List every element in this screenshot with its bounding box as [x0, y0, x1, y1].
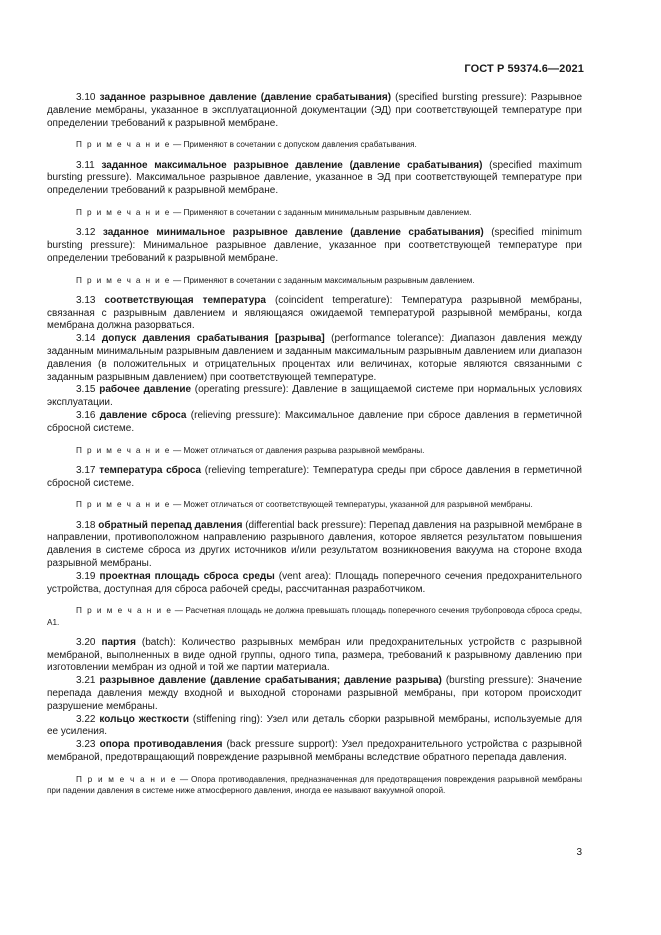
note: П р и м е ч а н и е — Применяют в сочетании с допуском давления срабатывания.	[76, 140, 417, 150]
term-entry: 3.17 температура сброса (relieving temperature): Температура среды при сбросе давления в герметичной сбросной системе.	[47, 464, 582, 489]
term-entry: 3.19 проектная площадь сброса среды (vent area): Площадь поперечного сечения предохранительного устройства, доступная для сброса рабочей среды, рассчитанная разработчиком.	[47, 570, 582, 595]
term-entry: 3.20 партия (batch): Количество разрывных мембран или предохранительных устройств с разрывной мембраной, выполненных в виде одной группы, одного типа, размера, требований к разрывному давлению при изготовлении мембран из одной и той же партии материала.	[47, 636, 582, 674]
note: П р и м е ч а н и е — Расчетная площадь не должна превышать площадь поперечного сечения трубопровода сброса среды, А1.	[47, 606, 582, 627]
term-entry: 3.15 рабочее давление (operating pressure): Давление в защищаемой системе при нормальных условиях эксплуатации.	[47, 384, 583, 409]
term-entry: 3.18 обратный перепад давления (differential back pressure): Перепад давления на разрывной мембране в направлении, противоположном направлению разрывного давления, которое является результатом повышения давления в системе сброса из других источников и/или результатом возникновения вакуума на стороне входа разрывной мембраны.	[47, 519, 583, 569]
note: П р и м е ч а н и е — Применяют в сочетании с заданным максимальным разрывным давлением.	[76, 275, 475, 285]
term-entry: 3.16 давление сброса (relieving pressure): Максимальное давление при сбросе давления в герметичной сбросной системе.	[47, 409, 582, 434]
note: П р и м е ч а н и е — Может отличаться от давления разрыва разрывной мембраны.	[76, 445, 425, 455]
term-entry: 3.14 допуск давления срабатывания [разрыва] (performance tolerance): Диапазон давления между заданным минимальным разрывным давлением и заданным максимальным разрывным давлением или диапазон давления (в положительных и отрицательных процентах или величинах, которые являются связанными с заданным разрывным давлением) при соответствующей температуре.	[47, 333, 582, 383]
term-entry: 3.22 кольцо жесткости (stiffening ring): Узел или деталь сборки разрывной мембраны, используемые для ее усиления.	[47, 713, 582, 738]
term-entry: 3.21 разрывное давление (давление срабатывания; давление разрыва) (bursting pressure): Значение перепада давления между входной и выходной сторонами разрывной мембраны, при котором происходит разрушение мембраны.	[47, 675, 583, 712]
document-code: ГОСТ Р 59374.6—2021	[464, 63, 584, 75]
term-entry: 3.10 заданное разрывное давление (давление срабатывания) (specified bursting pressure): Разрывное давление мембраны, указанное в эксплуатационной документации (ЭД) при соответствующей температуре при определении требований к разрывной мембране.	[47, 92, 583, 129]
term-entry: 3.23 опора противодавления (back pressure support): Узел предохранительного устройства с разрывной мембраной, предотвращающий повреждение разрывной мембраны вследствие обратного перепада давления.	[47, 739, 583, 763]
note: П р и м е ч а н и е — Применяют в сочетании с заданным минимальным разрывным давлением.	[76, 207, 472, 217]
note: П р и м е ч а н и е — Может отличаться от соответствующей температуры, указанной для разрывной мембраны.	[76, 500, 533, 510]
term-entry: 3.11 заданное максимальное разрывное давление (давление срабатывания) (specified maximum bursting pressure). Максимальное разрывное давление, указанное в ЭД при соответствующей температуре при определении требований к разрывной мембране.	[47, 159, 582, 197]
page-number: 3	[576, 847, 582, 858]
page-content	[47, 92, 582, 805]
term-entry: 3.12 заданное минимальное разрывное давление (давление срабатывания) (specified minimum bursting pressure): Минимальное разрывное давление, указанное при соответствующей температуре при определении требований к разрывной мембране.	[47, 227, 582, 264]
term-entry: 3.13 соответствующая температура (coincident temperature): Температура разрывной мембраны, связанная с разрывным давлением и являющаяся ожидаемой температурой разрывной мембраны, когда мембрана должна разорваться.	[47, 294, 582, 332]
note: П р и м е ч а н и е — Опора противодавления, предназначенная для предотвращения повреждения разрывной мембраны при падении давления в системе ниже атмосферного давления, иногда ее называют вакуумной опорой.	[47, 774, 582, 795]
